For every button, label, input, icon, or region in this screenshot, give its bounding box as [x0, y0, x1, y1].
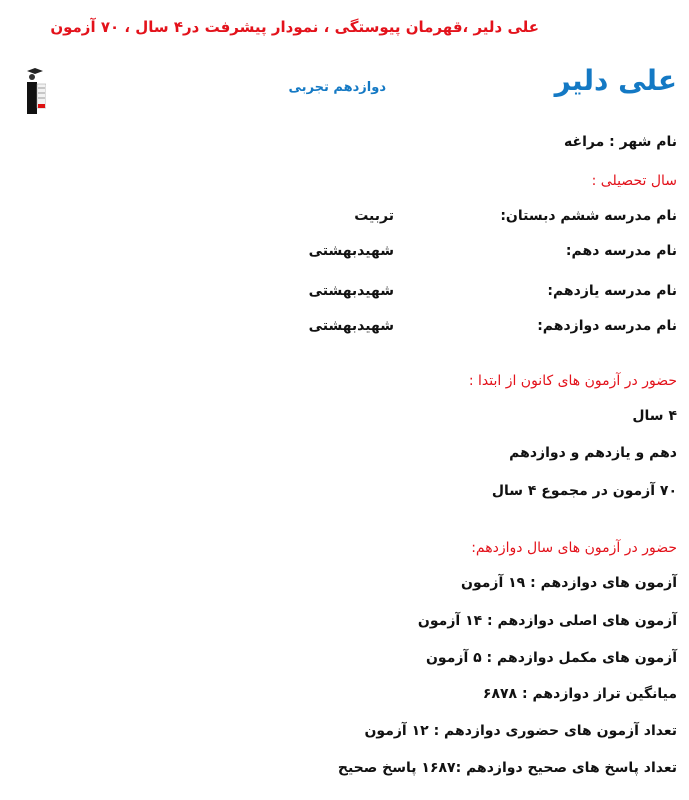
city-line: نام شهر : مراغه	[564, 134, 677, 150]
grade12-line: آزمون های دوازدهم : ۱۹ آزمون	[461, 575, 677, 591]
school-value: شهیدبهشتی	[308, 243, 394, 259]
school-value: تربیت	[354, 208, 394, 224]
academic-year-label: سال تحصیلی :	[591, 173, 677, 189]
page-headline: علی دلیر ،قهرمان پیوستگی ، نمودار پیشرفت در۴ سال ، ۷۰ آزمون	[50, 18, 539, 36]
grade12-line: میانگین تراز دوازدهم : ۶۸۷۸	[482, 686, 677, 702]
school-label: نام مدرسه دهم:	[565, 243, 677, 259]
student-grade: دوازدهم تجربی	[288, 80, 386, 95]
grade12-line: آزمون های اصلی دوازدهم : ۱۴ آزمون	[417, 613, 677, 629]
grade12-line: تعداد آزمون های حضوری دوازدهم : ۱۲ آزمون	[364, 723, 677, 739]
student-name: علی دلیر	[554, 64, 677, 97]
school-value: شهیدبهشتی	[308, 283, 394, 299]
grade12-heading: حضور در آزمون های سال دوازدهم:	[471, 540, 677, 556]
kanoon-logo-icon	[24, 68, 46, 116]
school-label: نام مدرسه ششم دبستان:	[500, 208, 677, 224]
school-label: نام مدرسه دوازدهم:	[537, 318, 677, 334]
since-start-line: ۴ سال	[632, 408, 677, 424]
since-start-line: دهم و یازدهم و دوازدهم	[509, 445, 677, 461]
since-start-line: ۷۰ آزمون در مجموع ۴ سال	[491, 483, 677, 499]
grade12-line: آزمون های مکمل دوازدهم : ۵ آزمون	[425, 650, 677, 666]
grade12-line: تعداد پاسخ های صحیح دوازدهم :۱۶۸۷ پاسخ صحیح	[337, 760, 677, 776]
since-start-heading: حضور در آزمون های کانون از ابتدا :	[468, 373, 677, 389]
school-value: شهیدبهشتی	[308, 318, 394, 334]
school-label: نام مدرسه یازدهم:	[547, 283, 677, 299]
